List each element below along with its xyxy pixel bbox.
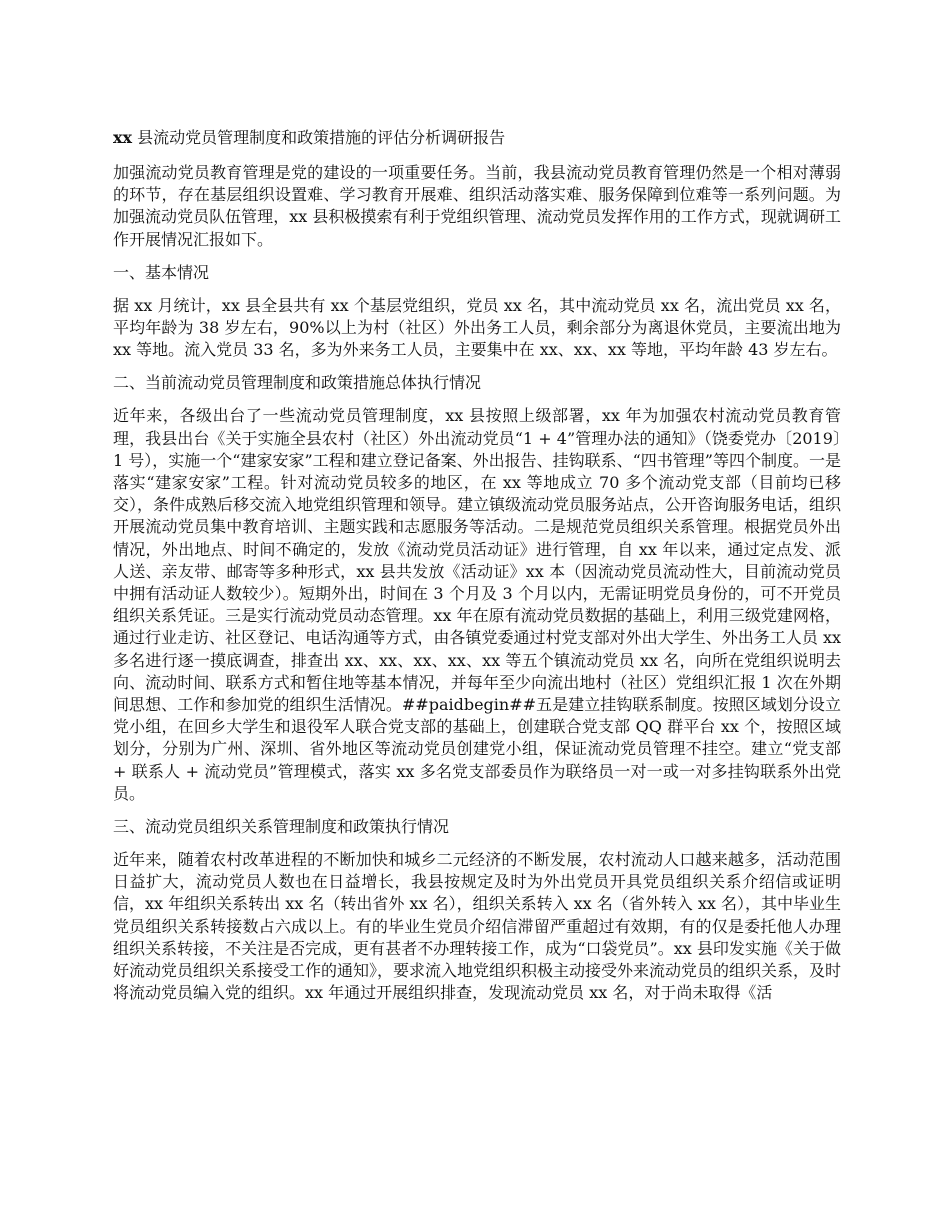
section-2-paragraph: 近年来，各级出台了一些流动党员管理制度，xx 县按照上级部署，xx 年为加强农村流动党员教育管理，我县出台《关于实施全县农村（社区）外出流动党员“1 + 4”管理办法的通知》（饶委党办〔2019〕1 号），实施一个“建家安家”工程和建立登记备案、外出报告、挂钩联系、“四书管理”等四个制度。一是落实“建家安家”工程。针对流动党员较多的地区，在 xx 等地成立 70 多个流动党支部（目前均已移交），条件成熟后移交流入地党组织管理和领导。建立镇级流动党员服务站点，公开咨询服务电话，组织开展流动党员集中教育培训、主题实践和志愿服务等活动。二是规范党员组织关系管理。根据党员外出情况，外出地点、时间不确定的，发放《流动党员活动证》进行管理，自 xx 年以来，通过定点发、派人送、亲友带、邮寄等多种形式，xx 县共发放《活动证》xx 本（因流动党员流动性大，目前流动党员中拥有活动证人数较少）。短期外出，时间在 3 个月及 3 个月以内，无需证明党员身份的，可不开党员组织关系凭证。三是实行流动党员动态管理。xx 年在原有流动党员数据的基础上，利用三级党建网格，通过行业走访、社区登记、电话沟通等方式，由各镇党委通过村党支部对外出大学生、外出务工人员 xx 多名进行逐一摸底调查，排查出 xx、xx、xx、xx、xx 等五个镇流动党员 xx 名，向所在党组织说明去向、流动时间、联系方式和暂住地等基本情况，并每年至少向流出地村（社区）党组织汇报 1 次在外期间思想、工作和参加党的组织生活情况。##paidbegin##五是建立挂钩联系制度。按照区域划分设立党小组，在回乡大学生和退役军人联合党支部的基础上，创建联合党支部 QQ 群平台 xx 个，按照区域划分，分别为广州、深圳、省外地区等流动党员创建党小组，保证流动党员管理不挂空。建立“党支部 + 联系人 + 流动党员”管理模式，落实 xx 多名党支部委员作为联络员一对一或一对多挂钩联系外出党员。 <box>113 406 842 803</box>
document-title <box>113 127 841 149</box>
section-3-paragraph: 近年来，随着农村改革进程的不断加快和城乡二元经济的不断发展，农村流动人口越来越多，活动范围日益扩大，流动党员人数也在日益增长，我县按规定及时为外出党员开具党员组织关系介绍信或证明信，xx 年组织关系转出 xx 名（转出省外 xx 名），组织关系转入 xx 名（省外转入 xx 名），其中毕业生党员组织关系转接数占六成以上。有的毕业生党员介绍信滞留严重超过有效期，有的仅是委托他人办理组织关系转接，不关注是否完成，更有甚者不办理转接工作，成为“口袋党员”。xx 县印发实施《关于做好流动党员组织关系接受工作的通知》，要求流入地党组织积极主动接受外来流动党员的组织关系，及时将流动党员编入党的组织。xx 年通过开展组织排查，发现流动党员 xx 名，对于尚未取得《活 <box>113 850 842 1003</box>
section-2-heading: 二、当前流动党员管理制度和政策措施总体执行情况 <box>113 373 482 393</box>
document-page <box>113 127 841 1016</box>
intro-paragraph: 加强流动党员教育管理是党的建设的一项重要任务。当前，我县流动党员教育管理仍然是一个相对薄弱的环节，存在基层组织设置难、学习教育开展难、组织活动落实难、服务保障到位难等一系列问题。为加强流动党员队伍管理，xx 县积极摸索有利于党组织管理、流动党员发挥作用的工作方式，现就调研工作开展情况汇报如下。 <box>113 163 841 249</box>
title-prefix: xx <box>113 128 133 147</box>
section-1-paragraph: 据 xx 月统计，xx 县全县共有 xx 个基层党组织，党员 xx 名，其中流动党员 xx 名，流出党员 xx 名，平均年龄为 38 岁左右，90%以上为村（社区）外出务工人员，剩余部分为离退休党员，主要流出地为 xx 等地。流入党员 33 名，多为外来务工人员，主要集中在 xx、xx、xx 等地，平均年龄 43 岁左右。 <box>113 295 841 360</box>
section-3-heading: 三、流动党员组织关系管理制度和政策执行情况 <box>113 817 450 837</box>
section-1-heading: 一、基本情况 <box>113 262 210 282</box>
title-text: 县流动党员管理制度和政策措施的评估分析调研报告 <box>137 128 506 147</box>
